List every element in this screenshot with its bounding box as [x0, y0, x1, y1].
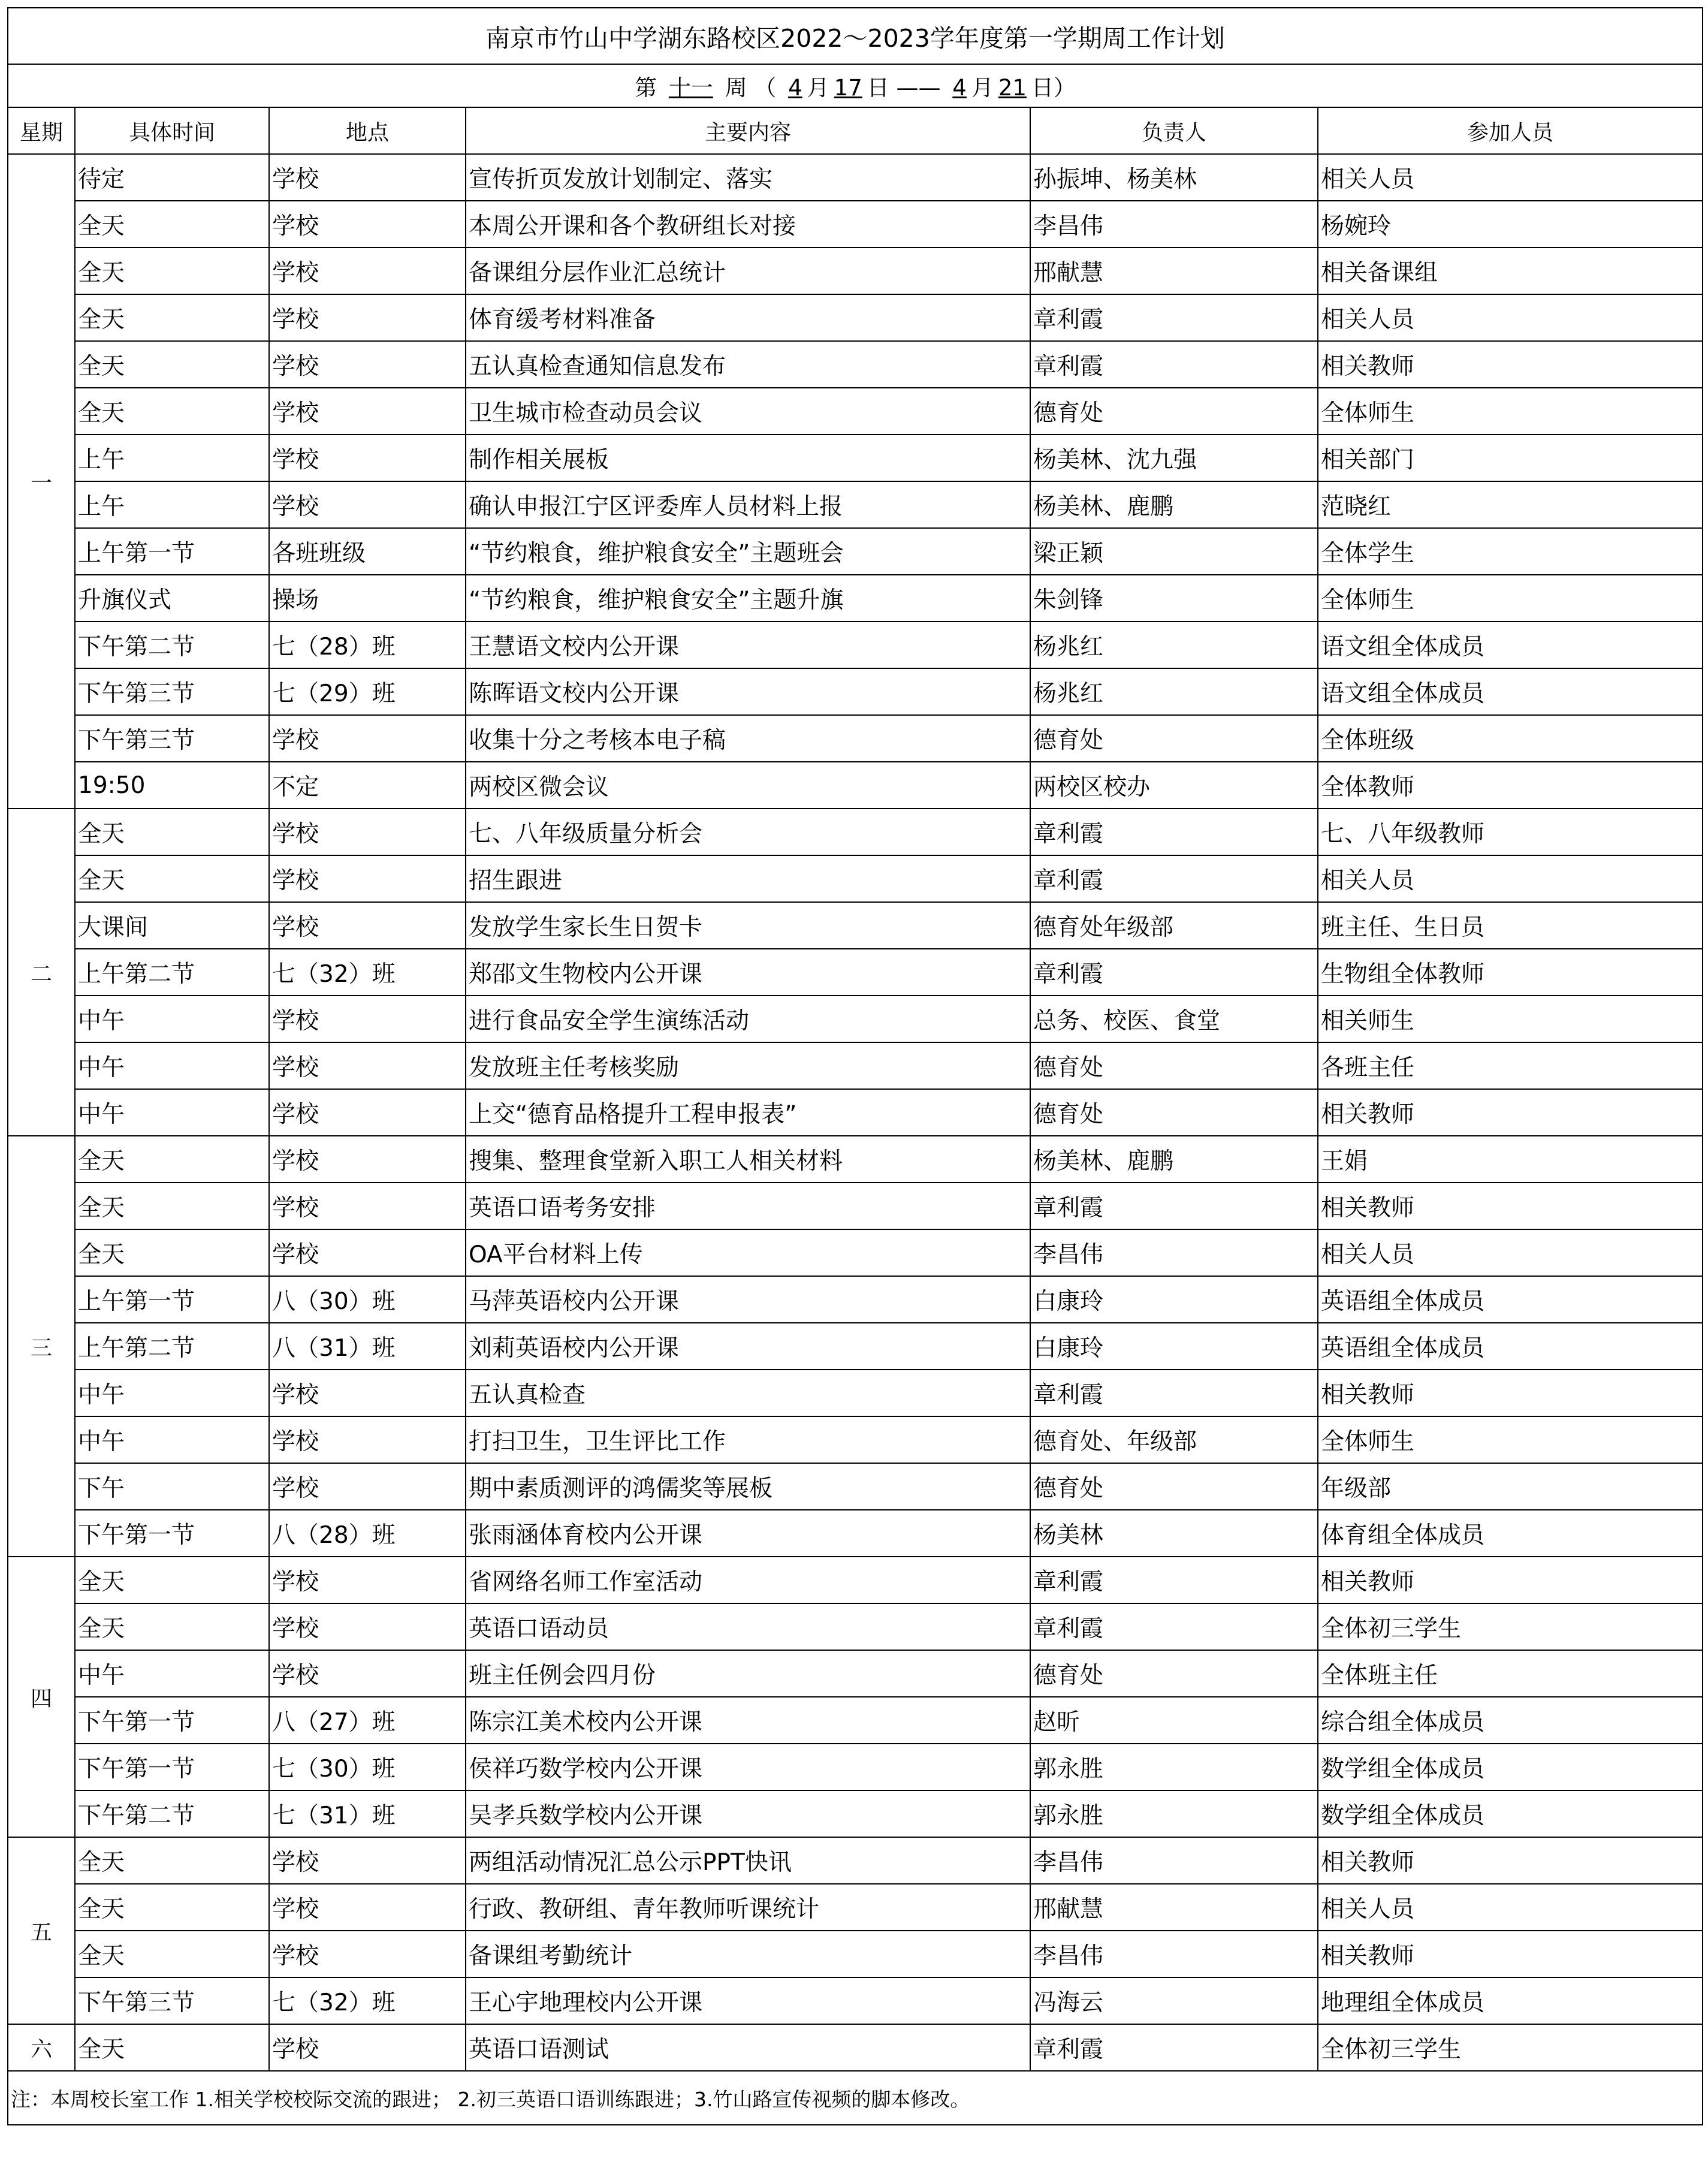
cell-place: 各班班级 [269, 528, 466, 575]
cell-time: 全天 [75, 1884, 269, 1931]
cell-place: 学校 [269, 1463, 466, 1510]
cell-content: 宣传折页发放计划制定、落实 [466, 154, 1030, 201]
cell-participants: 数学组全体成员 [1318, 1790, 1703, 1837]
cell-participants: 相关人员 [1318, 1884, 1703, 1931]
cell-content: OA平台材料上传 [466, 1229, 1030, 1276]
weekday-cell: 六 [8, 2024, 75, 2071]
cell-content: 英语口语测试 [466, 2024, 1030, 2071]
cell-owner: 赵昕 [1030, 1697, 1318, 1744]
cell-content: 发放班主任考核奖励 [466, 1042, 1030, 1089]
table-row [8, 154, 1703, 201]
cell-owner: 白康玲 [1030, 1276, 1318, 1323]
table-row [8, 715, 1703, 762]
cell-owner: 章利霞 [1030, 341, 1318, 388]
cell-time: 下午第三节 [75, 715, 269, 762]
cell-owner: 章利霞 [1030, 809, 1318, 855]
table-body [8, 8, 1703, 2125]
cell-time: 上午 [75, 435, 269, 481]
cell-participants: 全体班主任 [1318, 1650, 1703, 1697]
cell-place: 学校 [269, 1229, 466, 1276]
cell-time: 上午第二节 [75, 1323, 269, 1370]
cell-content: 上交“德育品格提升工程申报表” [466, 1089, 1030, 1136]
cell-owner: 杨美林 [1030, 1510, 1318, 1557]
cell-time: 中午 [75, 1042, 269, 1089]
cell-place: 学校 [269, 1931, 466, 1977]
cell-content: 进行食品安全学生演练活动 [466, 996, 1030, 1042]
table-row [8, 1744, 1703, 1790]
start-day: 17 [834, 75, 862, 101]
cell-participants: 相关师生 [1318, 996, 1703, 1042]
cell-participants: 语文组全体成员 [1318, 668, 1703, 715]
cell-place: 学校 [269, 1837, 466, 1884]
cell-participants: 七、八年级教师 [1318, 809, 1703, 855]
cell-time: 全天 [75, 388, 269, 435]
cell-owner: 德育处 [1030, 715, 1318, 762]
table-row [8, 1089, 1703, 1136]
cell-place: 学校 [269, 481, 466, 528]
cell-place: 八（31）班 [269, 1323, 466, 1370]
cell-owner: 杨美林、鹿鹏 [1030, 481, 1318, 528]
cell-owner: 李昌伟 [1030, 201, 1318, 248]
cell-owner: 章利霞 [1030, 2024, 1318, 2071]
table-row [8, 1977, 1703, 2024]
cell-time: 全天 [75, 248, 269, 294]
cell-time: 全天 [75, 855, 269, 902]
cell-content: 备课组分层作业汇总统计 [466, 248, 1030, 294]
header-owner: 负责人 [1030, 107, 1318, 154]
cell-time: 全天 [75, 341, 269, 388]
cell-content: 期中素质测评的鸿儒奖等展板 [466, 1463, 1030, 1510]
cell-time: 下午第三节 [75, 668, 269, 715]
page-title: 南京市竹山中学湖东路校区2022～2023学年度第一学期周工作计划 [8, 8, 1703, 64]
cell-content: 吴孝兵数学校内公开课 [466, 1790, 1030, 1837]
table-row [8, 1603, 1703, 1650]
cell-time: 待定 [75, 154, 269, 201]
cell-participants: 英语组全体成员 [1318, 1323, 1703, 1370]
cell-time: 上午第二节 [75, 949, 269, 996]
cell-participants: 全体班级 [1318, 715, 1703, 762]
header-time: 具体时间 [75, 107, 269, 154]
cell-participants: 全体师生 [1318, 575, 1703, 622]
cell-owner: 章利霞 [1030, 949, 1318, 996]
cell-place: 学校 [269, 388, 466, 435]
cell-time: 上午第一节 [75, 1276, 269, 1323]
cell-time: 全天 [75, 1136, 269, 1183]
cell-owner: 郭永胜 [1030, 1744, 1318, 1790]
cell-content: “节约粮食，维护粮食安全”主题升旗 [466, 575, 1030, 622]
cell-participants: 相关备课组 [1318, 248, 1703, 294]
cell-participants: 相关人员 [1318, 1229, 1703, 1276]
weekday-cell: 五 [8, 1837, 75, 2024]
cell-time: 中午 [75, 1370, 269, 1416]
cell-place: 学校 [269, 341, 466, 388]
cell-participants: 全体学生 [1318, 528, 1703, 575]
cell-participants: 综合组全体成员 [1318, 1697, 1703, 1744]
cell-owner: 德育处 [1030, 1463, 1318, 1510]
table-row [8, 201, 1703, 248]
cell-place: 七（31）班 [269, 1790, 466, 1837]
table-row [8, 341, 1703, 388]
cell-place: 学校 [269, 201, 466, 248]
cell-participants: 全体师生 [1318, 1416, 1703, 1463]
week-label: 周 [725, 75, 747, 101]
cell-content: “节约粮食，维护粮食安全”主题班会 [466, 528, 1030, 575]
end-day: 21 [998, 75, 1027, 101]
cell-content: 陈宗江美术校内公开课 [466, 1697, 1030, 1744]
cell-owner: 总务、校医、食堂 [1030, 996, 1318, 1042]
weekday-cell: 二 [8, 809, 75, 1136]
cell-participants: 全体初三学生 [1318, 1603, 1703, 1650]
cell-time: 全天 [75, 809, 269, 855]
cell-owner: 冯海云 [1030, 1977, 1318, 2024]
cell-place: 学校 [269, 1370, 466, 1416]
cell-owner: 李昌伟 [1030, 1229, 1318, 1276]
table-row [8, 1510, 1703, 1557]
week-prefix: 第 [635, 75, 657, 101]
weekday-cell: 四 [8, 1557, 75, 1837]
cell-content: 确认申报江宁区评委库人员材料上报 [466, 481, 1030, 528]
cell-owner: 章利霞 [1030, 855, 1318, 902]
header-content: 主要内容 [466, 107, 1030, 154]
cell-content: 英语口语考务安排 [466, 1183, 1030, 1229]
weekday-cell: 一 [8, 154, 75, 809]
cell-content: 侯祥巧数学校内公开课 [466, 1744, 1030, 1790]
cell-participants: 年级部 [1318, 1463, 1703, 1510]
cell-content: 七、八年级质量分析会 [466, 809, 1030, 855]
cell-owner: 章利霞 [1030, 1370, 1318, 1416]
cell-place: 学校 [269, 1136, 466, 1183]
cell-place: 学校 [269, 855, 466, 902]
cell-participants: 相关人员 [1318, 855, 1703, 902]
cell-content: 马萍英语校内公开课 [466, 1276, 1030, 1323]
end-month-label: 月 [971, 75, 994, 101]
cell-content: 卫生城市检查动员会议 [466, 388, 1030, 435]
table-row [8, 2024, 1703, 2071]
cell-owner: 邢献慧 [1030, 248, 1318, 294]
cell-owner: 邢献慧 [1030, 1884, 1318, 1931]
cell-content: 王心宇地理校内公开课 [466, 1977, 1030, 2024]
cell-content: 收集十分之考核本电子稿 [466, 715, 1030, 762]
table-row [8, 1557, 1703, 1603]
cell-owner: 郭永胜 [1030, 1790, 1318, 1837]
cell-participants: 全体初三学生 [1318, 2024, 1703, 2071]
table-row [8, 1931, 1703, 1977]
cell-time: 下午第二节 [75, 1790, 269, 1837]
cell-content: 陈晖语文校内公开课 [466, 668, 1030, 715]
cell-place: 学校 [269, 1416, 466, 1463]
table-row [8, 294, 1703, 341]
cell-owner: 章利霞 [1030, 294, 1318, 341]
table-row [8, 1837, 1703, 1884]
cell-owner: 李昌伟 [1030, 1931, 1318, 1977]
cell-owner: 章利霞 [1030, 1183, 1318, 1229]
cell-place: 学校 [269, 996, 466, 1042]
cell-time: 升旗仪式 [75, 575, 269, 622]
cell-participants: 相关教师 [1318, 1931, 1703, 1977]
cell-owner: 德育处 [1030, 388, 1318, 435]
cell-content: 省网络名师工作室活动 [466, 1557, 1030, 1603]
cell-place: 学校 [269, 435, 466, 481]
cell-place: 学校 [269, 248, 466, 294]
cell-owner: 德育处 [1030, 1042, 1318, 1089]
cell-place: 学校 [269, 1603, 466, 1650]
cell-place: 学校 [269, 902, 466, 949]
principal-note: 注：本周校长室工作 1.相关学校校际交流的跟进； 2.初三英语口语训练跟进；3.竹山路宣传视频的脚本修改。 [8, 2071, 1703, 2125]
cell-owner: 章利霞 [1030, 1603, 1318, 1650]
cell-owner: 李昌伟 [1030, 1837, 1318, 1884]
table-row [8, 1650, 1703, 1697]
cell-participants: 相关教师 [1318, 1837, 1703, 1884]
cell-content: 英语口语动员 [466, 1603, 1030, 1650]
table-row [8, 1323, 1703, 1370]
cell-place: 七（29）班 [269, 668, 466, 715]
cell-place: 学校 [269, 1557, 466, 1603]
weekday-cell: 三 [8, 1136, 75, 1557]
title-row [8, 8, 1703, 64]
cell-owner: 德育处 [1030, 1650, 1318, 1697]
cell-owner: 白康玲 [1030, 1323, 1318, 1370]
cell-time: 下午第一节 [75, 1697, 269, 1744]
cell-participants: 体育组全体成员 [1318, 1510, 1703, 1557]
cell-time: 全天 [75, 294, 269, 341]
cell-content: 行政、教研组、青年教师听课统计 [466, 1884, 1030, 1931]
cell-owner: 章利霞 [1030, 1557, 1318, 1603]
cell-content: 班主任例会四月份 [466, 1650, 1030, 1697]
week-range [8, 64, 1703, 107]
cell-participants: 全体教师 [1318, 762, 1703, 809]
table-row [8, 1276, 1703, 1323]
cell-participants: 生物组全体教师 [1318, 949, 1703, 996]
cell-participants: 班主任、生日员 [1318, 902, 1703, 949]
cell-content: 郑邵文生物校内公开课 [466, 949, 1030, 996]
cell-time: 19:50 [75, 762, 269, 809]
cell-participants: 英语组全体成员 [1318, 1276, 1703, 1323]
end-month: 4 [952, 75, 967, 101]
table-row [8, 855, 1703, 902]
cell-time: 全天 [75, 201, 269, 248]
cell-participants: 地理组全体成员 [1318, 1977, 1703, 2024]
cell-time: 中午 [75, 1089, 269, 1136]
cell-participants: 全体师生 [1318, 388, 1703, 435]
cell-place: 七（30）班 [269, 1744, 466, 1790]
table-row [8, 248, 1703, 294]
cell-participants: 相关部门 [1318, 435, 1703, 481]
cell-place: 操场 [269, 575, 466, 622]
cell-place: 学校 [269, 1650, 466, 1697]
cell-participants: 王娟 [1318, 1136, 1703, 1183]
cell-owner: 杨兆红 [1030, 622, 1318, 668]
cell-participants: 相关教师 [1318, 1370, 1703, 1416]
header-weekday: 星期 [8, 107, 75, 154]
cell-place: 学校 [269, 154, 466, 201]
cell-participants: 相关人员 [1318, 294, 1703, 341]
week-number: 十一 [668, 75, 713, 101]
cell-owner: 杨美林、沈九强 [1030, 435, 1318, 481]
cell-time: 全天 [75, 1229, 269, 1276]
header-place: 地点 [269, 107, 466, 154]
cell-time: 上午第一节 [75, 528, 269, 575]
table-row [8, 1790, 1703, 1837]
cell-time: 下午第一节 [75, 1510, 269, 1557]
cell-time: 下午第一节 [75, 1744, 269, 1790]
header-row [8, 107, 1703, 154]
cell-time: 全天 [75, 2024, 269, 2071]
cell-content: 搜集、整理食堂新入职工人相关材料 [466, 1136, 1030, 1183]
cell-place: 学校 [269, 1089, 466, 1136]
cell-place: 八（27）班 [269, 1697, 466, 1744]
cell-owner: 孙振坤、杨美林 [1030, 154, 1318, 201]
cell-participants: 相关教师 [1318, 341, 1703, 388]
cell-owner: 梁正颖 [1030, 528, 1318, 575]
start-month: 4 [788, 75, 802, 101]
cell-content: 打扫卫生，卫生评比工作 [466, 1416, 1030, 1463]
cell-content: 本周公开课和各个教研组长对接 [466, 201, 1030, 248]
cell-participants: 各班主任 [1318, 1042, 1703, 1089]
cell-content: 体育缓考材料准备 [466, 294, 1030, 341]
cell-place: 学校 [269, 715, 466, 762]
cell-participants: 语文组全体成员 [1318, 622, 1703, 668]
cell-time: 全天 [75, 1931, 269, 1977]
cell-content: 刘莉英语校内公开课 [466, 1323, 1030, 1370]
cell-content: 两组活动情况汇总公示PPT快讯 [466, 1837, 1030, 1884]
table-row [8, 575, 1703, 622]
table-row [8, 668, 1703, 715]
cell-time: 中午 [75, 1416, 269, 1463]
cell-owner: 两校区校办 [1030, 762, 1318, 809]
cell-time: 上午 [75, 481, 269, 528]
table-row [8, 528, 1703, 575]
cell-time: 全天 [75, 1603, 269, 1650]
cell-participants: 相关人员 [1318, 154, 1703, 201]
table-row [8, 1697, 1703, 1744]
cell-time: 下午第二节 [75, 622, 269, 668]
cell-time: 全天 [75, 1557, 269, 1603]
cell-participants: 数学组全体成员 [1318, 1744, 1703, 1790]
cell-place: 学校 [269, 2024, 466, 2071]
header-participants: 参加人员 [1318, 107, 1703, 154]
date-dash: —— [896, 75, 941, 101]
cell-owner: 朱剑锋 [1030, 575, 1318, 622]
cell-place: 七（32）班 [269, 1977, 466, 2024]
cell-participants: 相关教师 [1318, 1557, 1703, 1603]
cell-place: 学校 [269, 809, 466, 855]
cell-place: 学校 [269, 294, 466, 341]
cell-content: 张雨涵体育校内公开课 [466, 1510, 1030, 1557]
table-row [8, 1042, 1703, 1089]
table-row [8, 1416, 1703, 1463]
cell-content: 备课组考勤统计 [466, 1931, 1030, 1977]
cell-place: 八（28）班 [269, 1510, 466, 1557]
table-row [8, 762, 1703, 809]
table-row [8, 996, 1703, 1042]
table-row [8, 1370, 1703, 1416]
cell-owner: 德育处 [1030, 1089, 1318, 1136]
cell-owner: 德育处年级部 [1030, 902, 1318, 949]
cell-content: 王慧语文校内公开课 [466, 622, 1030, 668]
table-row [8, 902, 1703, 949]
cell-place: 七（32）班 [269, 949, 466, 996]
cell-place: 学校 [269, 1183, 466, 1229]
cell-place: 学校 [269, 1884, 466, 1931]
cell-time: 全天 [75, 1837, 269, 1884]
cell-time: 中午 [75, 996, 269, 1042]
cell-time: 中午 [75, 1650, 269, 1697]
cell-place: 八（30）班 [269, 1276, 466, 1323]
table-row [8, 1229, 1703, 1276]
cell-content: 五认真检查 [466, 1370, 1030, 1416]
cell-content: 发放学生家长生日贺卡 [466, 902, 1030, 949]
note-row [8, 2071, 1703, 2125]
cell-content: 招生跟进 [466, 855, 1030, 902]
cell-owner: 杨兆红 [1030, 668, 1318, 715]
cell-owner: 德育处、年级部 [1030, 1416, 1318, 1463]
table-row [8, 1136, 1703, 1183]
cell-time: 大课间 [75, 902, 269, 949]
table-row [8, 481, 1703, 528]
table-row [8, 435, 1703, 481]
cell-participants: 相关教师 [1318, 1089, 1703, 1136]
table-row [8, 388, 1703, 435]
table-row [8, 1884, 1703, 1931]
cell-content: 五认真检查通知信息发布 [466, 341, 1030, 388]
weekly-plan-table [7, 7, 1703, 2125]
cell-participants: 相关教师 [1318, 1183, 1703, 1229]
table-row [8, 1183, 1703, 1229]
table-row [8, 809, 1703, 855]
table-row [8, 949, 1703, 996]
week-row [8, 64, 1703, 107]
table-row [8, 1463, 1703, 1510]
cell-owner: 杨美林、鹿鹏 [1030, 1136, 1318, 1183]
start-day-label: 日 [867, 75, 889, 101]
table-row [8, 622, 1703, 668]
cell-content: 两校区微会议 [466, 762, 1030, 809]
week-close: 日） [1031, 75, 1076, 101]
cell-place: 七（28）班 [269, 622, 466, 668]
cell-time: 下午 [75, 1463, 269, 1510]
cell-time: 下午第三节 [75, 1977, 269, 2024]
cell-participants: 杨婉玲 [1318, 201, 1703, 248]
cell-participants: 范晓红 [1318, 481, 1703, 528]
cell-place: 不定 [269, 762, 466, 809]
start-month-label: 月 [807, 75, 829, 101]
cell-place: 学校 [269, 1042, 466, 1089]
cell-content: 制作相关展板 [466, 435, 1030, 481]
week-open-paren: （ [754, 75, 777, 101]
cell-time: 全天 [75, 1183, 269, 1229]
